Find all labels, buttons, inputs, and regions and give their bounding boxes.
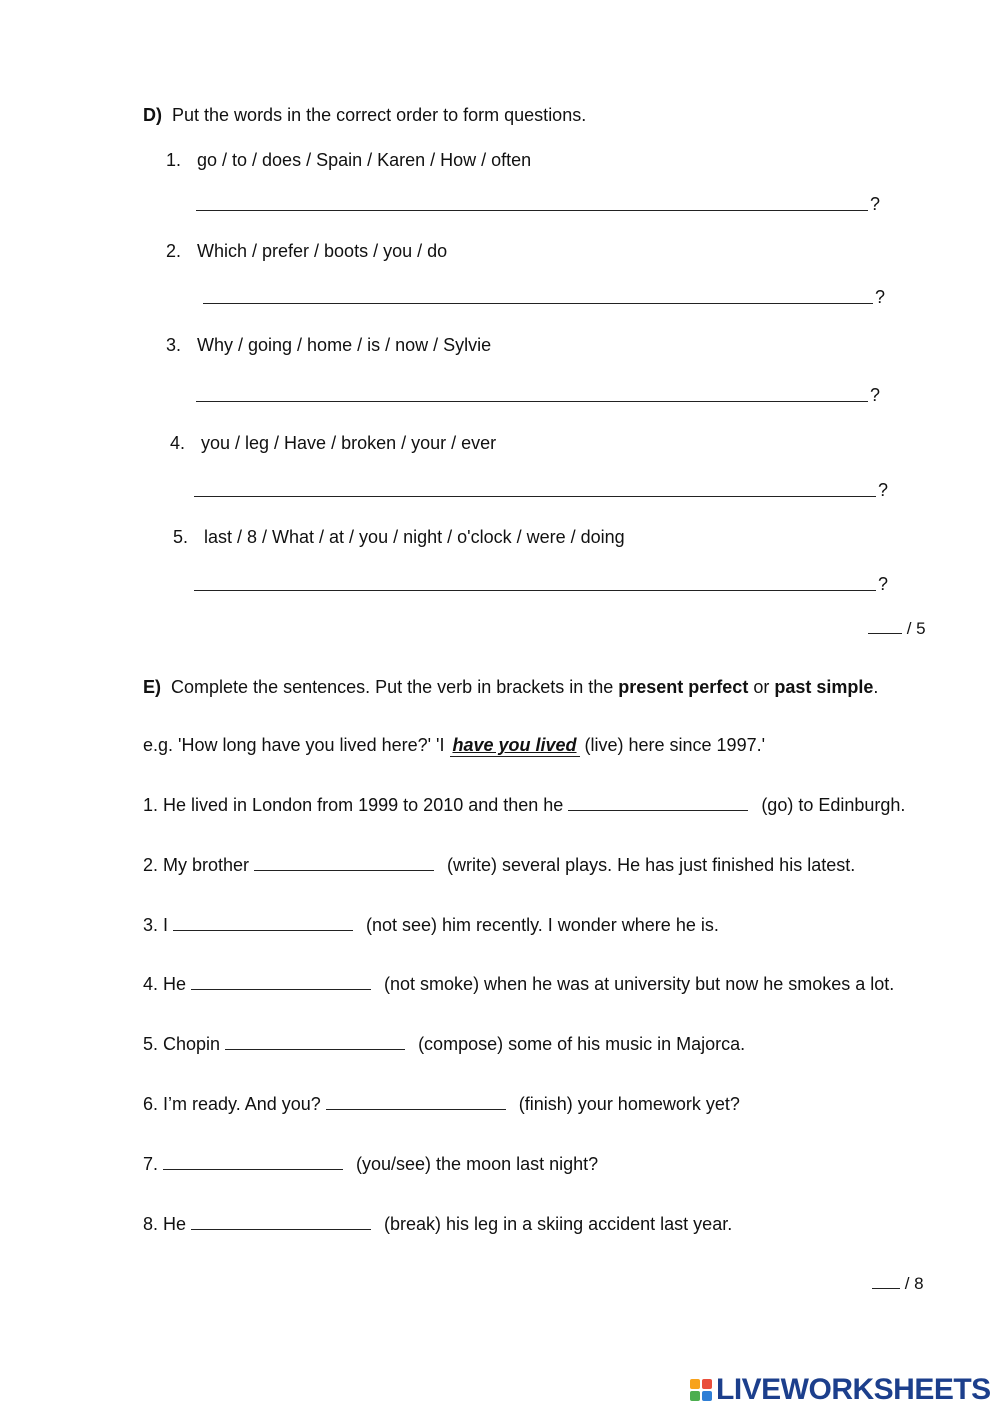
example-answer: have you lived	[450, 734, 580, 757]
sentence-start: 5. Chopin	[143, 1034, 226, 1054]
liveworksheets-logo	[690, 1374, 991, 1406]
sentence-start: 7.	[143, 1154, 164, 1174]
answer-blank-8[interactable]	[191, 1215, 371, 1230]
answer-blank-5[interactable]	[225, 1035, 405, 1050]
answer-line-4[interactable]	[194, 496, 876, 497]
sentence-end: (finish) your homework yet?	[513, 1094, 740, 1114]
sentence-end: (go) to Edinburgh.	[756, 795, 906, 815]
question-4	[170, 432, 496, 454]
sentence-4	[143, 973, 894, 995]
answer-blank-1[interactable]	[568, 796, 748, 811]
section-d-score-text: / 5	[906, 619, 926, 638]
section-e-term-past-simple: past simple	[774, 677, 874, 697]
sentence-end: (compose) some of his music in Majorca.	[413, 1034, 746, 1054]
question-words: last / 8 / What / at / you / night / o'clock / were / doing	[204, 527, 625, 547]
answer-blank-2[interactable]	[254, 856, 434, 871]
section-e-score	[872, 1273, 924, 1295]
question-words: Why / going / home / is / now / Sylvie	[197, 335, 492, 355]
answer-blank-3[interactable]	[173, 916, 353, 931]
section-e-instruction-end: .	[873, 677, 879, 697]
question-mark: ?	[878, 480, 889, 500]
sentence-end: (break) his leg in a skiing accident last year.	[379, 1214, 733, 1234]
sentence-2	[143, 854, 855, 876]
section-e-score-text: / 8	[904, 1274, 924, 1293]
answer-line-1[interactable]	[196, 210, 868, 211]
answer-blank-7[interactable]	[163, 1155, 343, 1170]
section-e-term-present-perfect: present perfect	[618, 677, 749, 697]
question-mark: ?	[875, 287, 886, 307]
logo-mark-icon	[690, 1379, 712, 1401]
section-e-instruction-mid: or	[748, 677, 775, 697]
question-5	[173, 526, 625, 548]
question-1	[166, 149, 531, 171]
example-sentence	[143, 734, 765, 757]
question-words: you / leg / Have / broken / your / ever	[201, 433, 497, 453]
question-number: 1.	[166, 150, 182, 170]
sentence-start: 4. He	[143, 974, 192, 994]
sentence-5	[143, 1033, 745, 1055]
score-blank[interactable]	[868, 619, 902, 634]
section-d-letter: D)	[143, 105, 162, 125]
logo-tile	[702, 1379, 712, 1389]
score-blank[interactable]	[872, 1274, 900, 1289]
logo-tile	[690, 1391, 700, 1401]
sentence-start: 2. My brother	[143, 855, 255, 875]
sentence-1	[143, 794, 905, 816]
sentence-end: (not smoke) when he was at university but now he smokes a lot.	[379, 974, 895, 994]
sentence-start: 6. I’m ready. And you?	[143, 1094, 326, 1114]
answer-blank-4[interactable]	[191, 975, 371, 990]
question-3	[166, 334, 491, 356]
answer-line-5[interactable]	[194, 590, 876, 591]
logo-tile	[702, 1391, 712, 1401]
section-d-instruction: Put the words in the correct order to form questions.	[172, 105, 587, 125]
answer-blank-6[interactable]	[326, 1095, 506, 1110]
example-prefix: e.g. 'How long have you lived here?' 'I	[143, 735, 450, 755]
section-d-heading	[143, 104, 586, 126]
question-words: go / to / does / Spain / Karen / How / often	[197, 150, 532, 170]
sentence-start: 8. He	[143, 1214, 192, 1234]
question-number: 4.	[170, 433, 186, 453]
sentence-end: (write) several plays. He has just finished his latest.	[442, 855, 856, 875]
sentence-end: (you/see) the moon last night?	[351, 1154, 599, 1174]
section-d-score	[868, 618, 926, 640]
sentence-6	[143, 1093, 740, 1115]
sentence-end: (not see) him recently. I wonder where he is.	[361, 915, 719, 935]
section-e-instruction-start: Complete the sentences. Put the verb in brackets in the	[171, 677, 619, 697]
question-number: 3.	[166, 335, 182, 355]
sentence-start: 3. I	[143, 915, 174, 935]
section-e-letter: E)	[143, 677, 161, 697]
question-number: 5.	[173, 527, 189, 547]
section-e-heading	[143, 676, 878, 698]
sentence-8	[143, 1213, 732, 1235]
question-mark: ?	[870, 194, 881, 214]
question-words: Which / prefer / boots / you / do	[197, 241, 448, 261]
logo-text: LIVEWORKSHEETS	[716, 1373, 991, 1406]
question-mark: ?	[870, 385, 881, 405]
question-number: 2.	[166, 241, 182, 261]
answer-line-2[interactable]	[203, 303, 873, 304]
question-mark: ?	[878, 574, 889, 594]
question-2	[166, 240, 447, 262]
sentence-start: 1. He lived in London from 1999 to 2010 and then he	[143, 795, 569, 815]
sentence-3	[143, 914, 719, 936]
answer-line-3[interactable]	[196, 401, 868, 402]
logo-tile	[690, 1379, 700, 1389]
example-suffix: (live) here since 1997.'	[579, 735, 766, 755]
sentence-7	[143, 1153, 598, 1175]
